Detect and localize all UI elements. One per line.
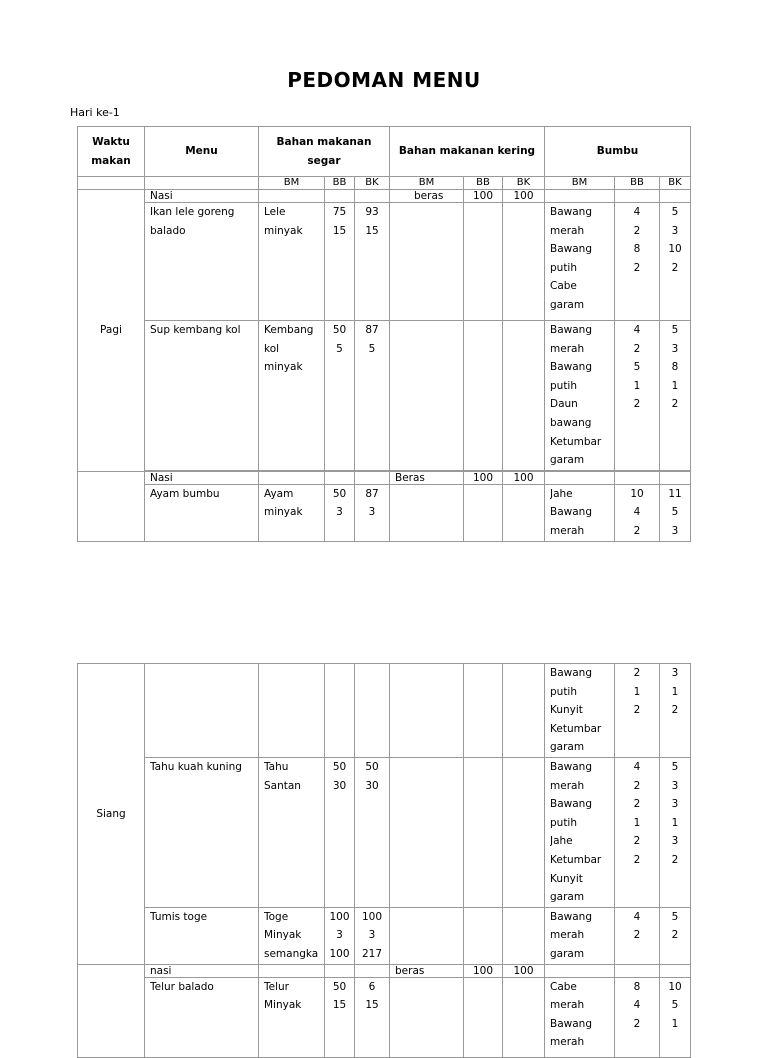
empty-cell <box>503 203 545 321</box>
cell-line: Telur balado <box>150 980 214 993</box>
cell-line: merah <box>550 1036 585 1049</box>
cell-line: 3 <box>368 929 376 942</box>
table-row-ikan <box>78 203 691 321</box>
empty-cell <box>355 664 390 758</box>
cell-line: 1 <box>633 816 641 829</box>
cell-line: 2 <box>671 398 679 411</box>
cell-line: 87 <box>365 324 379 336</box>
bumbu-bb-cell <box>615 907 660 964</box>
sub-segar-bk: BK <box>355 177 390 190</box>
table-row-nasi-siang <box>78 471 691 484</box>
cell-line: 8 <box>633 243 641 256</box>
table-row-telur <box>78 977 691 1057</box>
empty-cell <box>325 190 355 203</box>
cell-line: 2 <box>671 261 679 274</box>
day-label: Hari ke-1 <box>70 106 120 119</box>
cell-line: Ketumbar <box>550 435 602 448</box>
cell-line: Kembang <box>264 324 314 336</box>
sub-bumbu-bb: BB <box>615 177 660 190</box>
cell-line: 1 <box>671 685 679 698</box>
header-waktu-line1: Waktu <box>92 135 130 148</box>
empty-cell <box>355 964 390 977</box>
cell-line: Bawang <box>550 506 592 519</box>
cell-line: 10 <box>668 243 682 256</box>
cell-line: 50 <box>332 980 347 993</box>
cell-line: 5 <box>671 206 679 218</box>
cell-line: 5 <box>671 760 679 773</box>
cell-line: 11 <box>668 487 682 500</box>
cell-line: 5 <box>671 910 679 923</box>
cell-line: 2 <box>671 853 679 866</box>
cell-line: 3 <box>336 929 343 942</box>
cell-line: Cabe <box>550 280 577 293</box>
empty-cell <box>390 757 464 907</box>
cell-line: Lele <box>264 206 286 218</box>
cell-line: 3 <box>671 224 679 237</box>
kering-bk-cell: 100 <box>503 964 545 977</box>
empty-cell <box>390 664 464 758</box>
menu-cell <box>145 907 259 964</box>
empty-cell <box>390 321 464 471</box>
kering-bb-cell: 100 <box>464 964 503 977</box>
cell-line: Bawang <box>550 206 592 218</box>
cell-line: Bawang <box>550 324 592 336</box>
empty-cell <box>464 757 503 907</box>
empty-cell <box>464 664 503 758</box>
cell-line: bawang <box>550 416 592 429</box>
cell-line: 3 <box>671 524 679 537</box>
cell-line: minyak <box>264 506 303 519</box>
empty-cell <box>545 471 615 484</box>
cell-line: merah <box>550 342 585 355</box>
cell-line: 50 <box>332 324 347 336</box>
header-bahan-kering: Bahan makanan kering <box>390 127 545 177</box>
cell-line: 2 <box>633 224 641 237</box>
table-row-sup <box>78 321 691 471</box>
cell-line: 100 <box>361 910 383 923</box>
empty-cell <box>464 907 503 964</box>
segar-bk-cell <box>355 321 390 471</box>
cell-line: 2 <box>633 667 641 679</box>
cell-line: Bawang <box>550 1017 592 1030</box>
cell-line: 5 <box>671 999 679 1012</box>
segar-bb-cell <box>325 977 355 1057</box>
empty-cell <box>259 964 325 977</box>
cell-line: semangka <box>264 947 319 960</box>
segar-bm-cell <box>259 907 325 964</box>
cell-line: Santan <box>264 779 301 792</box>
cell-line: Tahu kuah kuning <box>150 760 242 773</box>
segar-bk-cell <box>355 484 390 541</box>
cell-line: Sup kembang kol <box>150 324 241 336</box>
cell-line: Minyak <box>264 999 302 1012</box>
segar-bm-cell <box>259 321 325 471</box>
waktu-pagi: Pagi <box>78 190 145 472</box>
bumbu-bk-cell <box>660 484 691 541</box>
menu-cell <box>145 977 259 1057</box>
cell-line: 50 <box>365 760 379 773</box>
segar-bk-cell <box>355 203 390 321</box>
cell-line: 3 <box>336 506 343 519</box>
cell-line: minyak <box>264 361 303 374</box>
cell-line: Tahu <box>264 760 289 773</box>
bumbu-bb-cell <box>615 203 660 321</box>
cell-line: 1 <box>671 379 679 392</box>
segar-bb-cell <box>325 907 355 964</box>
bumbu-bb-cell <box>615 757 660 907</box>
cell-line: 1 <box>671 1017 679 1030</box>
cell-line: Ayam bumbu <box>150 487 220 500</box>
cell-line: 5 <box>633 361 641 374</box>
empty-cell <box>503 907 545 964</box>
empty-cell <box>464 321 503 471</box>
sub-segar-bm: BM <box>259 177 325 190</box>
kering-bb-cell: 100 <box>464 190 503 203</box>
cell-line: 4 <box>633 910 641 923</box>
cell-line: 100 <box>329 910 350 923</box>
cell-line: 5 <box>671 506 679 519</box>
sub-kering-bm: BM <box>390 177 464 190</box>
header-waktu-makan <box>78 127 145 177</box>
empty-cell <box>545 964 615 977</box>
cell-line: 4 <box>633 506 641 519</box>
empty-cell <box>390 203 464 321</box>
empty-cell <box>615 471 660 484</box>
empty-cell <box>464 977 503 1057</box>
cell-line: Bawang <box>550 798 592 811</box>
cell-line: merah <box>550 224 585 237</box>
cell-line: 5 <box>336 342 343 355</box>
cell-line: minyak <box>264 224 303 237</box>
cell-line: 3 <box>671 779 679 792</box>
header-segar-line1: Bahan makanan <box>276 135 372 148</box>
cell-line: Bawang <box>550 760 592 773</box>
cell-line: 3 <box>671 835 679 848</box>
menu-cell <box>145 757 259 907</box>
cell-line: 15 <box>365 224 379 237</box>
menu-cell: Nasi <box>145 190 259 203</box>
empty-cell <box>503 757 545 907</box>
segar-bk-cell <box>355 907 390 964</box>
cell-line: Bawang <box>550 667 592 679</box>
cell-line: 1 <box>671 816 679 829</box>
table-row-tahu <box>78 757 691 907</box>
table-row-ayam <box>78 484 691 541</box>
header-row <box>78 127 691 177</box>
empty-cell <box>355 190 390 203</box>
cell-line: 4 <box>633 760 641 773</box>
empty-cell <box>660 190 691 203</box>
cell-line: Bawang <box>550 243 592 256</box>
bumbu-bm-cell <box>545 977 615 1057</box>
cell-line: 15 <box>332 999 347 1012</box>
cell-line: 3 <box>368 506 376 519</box>
empty-cell <box>503 321 545 471</box>
empty-cell <box>615 964 660 977</box>
menu-cell <box>145 321 259 471</box>
cell-line: 5 <box>671 324 679 336</box>
cell-line: 4 <box>633 999 641 1012</box>
cell-line: Tumis toge <box>150 910 208 923</box>
segar-bb-cell <box>325 757 355 907</box>
bumbu-bk-cell <box>660 907 691 964</box>
cell-line: 30 <box>332 779 347 792</box>
cell-line: Ketumbar <box>550 853 602 866</box>
cell-line: 2 <box>633 704 641 717</box>
header-bumbu: Bumbu <box>545 127 691 177</box>
menu-cell: nasi <box>145 964 259 977</box>
cell-line: 50 <box>332 487 347 500</box>
cell-line: 2 <box>633 1017 641 1030</box>
bumbu-bb-cell <box>615 484 660 541</box>
empty-cell <box>259 471 325 484</box>
cell-line: 3 <box>671 667 679 679</box>
cell-line: 8 <box>633 980 641 993</box>
bumbu-bm-cell <box>545 321 615 471</box>
sub-kering-bk: BK <box>503 177 545 190</box>
segar-bk-cell <box>355 757 390 907</box>
cell-line: Ketumbar <box>550 722 602 735</box>
cell-line: 4 <box>633 206 641 218</box>
cell-line: 15 <box>332 224 347 237</box>
cell-line: 10 <box>668 980 682 993</box>
menu-table-page1 <box>77 126 691 542</box>
menu-cell: Nasi <box>145 471 259 484</box>
cell-line: garam <box>550 891 585 904</box>
kering-bm-cell: beras <box>390 190 464 203</box>
cell-line: 2 <box>633 853 641 866</box>
empty-cell <box>325 471 355 484</box>
cell-line: Ayam <box>264 487 294 500</box>
empty-cell <box>660 471 691 484</box>
header-waktu-line2: makan <box>91 154 131 167</box>
empty-cell <box>464 203 503 321</box>
bumbu-bk-cell <box>660 664 691 758</box>
empty-cell <box>615 190 660 203</box>
kering-bk-cell: 100 <box>503 471 545 484</box>
waktu-empty <box>78 964 145 1057</box>
bumbu-bk-cell <box>660 321 691 471</box>
cell-line: 6 <box>368 980 376 993</box>
cell-line: 2 <box>633 261 641 274</box>
bumbu-bk-cell <box>660 203 691 321</box>
empty-cell <box>145 664 259 758</box>
segar-bm-cell <box>259 203 325 321</box>
cell-line: 2 <box>671 929 679 942</box>
cell-line: 3 <box>671 798 679 811</box>
cell-line: 1 <box>633 685 641 698</box>
cell-line: 217 <box>361 947 383 960</box>
empty-cell <box>503 977 545 1057</box>
kering-bm-cell: Beras <box>390 471 464 484</box>
cell-line: putih <box>550 685 578 698</box>
cell-line: 2 <box>633 524 641 537</box>
cell-line: 2 <box>633 398 641 411</box>
cell-line: 15 <box>365 999 379 1012</box>
waktu-empty <box>78 471 145 541</box>
menu-table-page2 <box>77 663 691 1058</box>
subheader-row <box>78 177 691 190</box>
bumbu-bm-cell <box>545 757 615 907</box>
segar-bk-cell <box>355 977 390 1057</box>
cell-line: putih <box>550 816 578 829</box>
table-row-toge <box>78 907 691 964</box>
cell-line: Daun <box>550 398 578 411</box>
sub-empty-menu <box>145 177 259 190</box>
cell-line: merah <box>550 779 585 792</box>
kering-bb-cell: 100 <box>464 471 503 484</box>
cell-line: 2 <box>633 835 641 848</box>
empty-cell <box>259 190 325 203</box>
empty-cell <box>259 664 325 758</box>
bumbu-bb-cell <box>615 977 660 1057</box>
cell-line: merah <box>550 929 585 942</box>
bumbu-bk-cell <box>660 757 691 907</box>
sub-kering-bb: BB <box>464 177 503 190</box>
segar-bb-cell <box>325 321 355 471</box>
cell-line: Cabe <box>550 980 577 993</box>
waktu-siang: Siang <box>78 664 145 965</box>
cell-line: 100 <box>329 947 350 960</box>
cell-line: 2 <box>633 779 641 792</box>
kering-bk-cell: 100 <box>503 190 545 203</box>
cell-line: garam <box>550 454 585 467</box>
cell-line: 87 <box>365 487 379 500</box>
menu-cell <box>145 484 259 541</box>
sub-bumbu-bk: BK <box>660 177 691 190</box>
empty-cell <box>325 964 355 977</box>
bumbu-bb-cell <box>615 664 660 758</box>
cell-line: Bawang <box>550 910 592 923</box>
table-row-nasi-malam <box>78 964 691 977</box>
empty-cell <box>503 484 545 541</box>
cell-line: 2 <box>633 342 641 355</box>
table-row-nasi-pagi <box>78 190 691 203</box>
bumbu-bm-cell <box>545 664 615 758</box>
empty-cell <box>390 907 464 964</box>
page-title: PEDOMAN MENU <box>287 68 481 92</box>
menu-cell <box>145 203 259 321</box>
cell-line: Telur <box>264 980 289 993</box>
bumbu-bm-cell <box>545 484 615 541</box>
bumbu-bm-cell <box>545 203 615 321</box>
cell-line: kol <box>264 342 280 355</box>
empty-cell <box>660 964 691 977</box>
cell-line: Toge <box>264 910 289 923</box>
cell-line: 1 <box>633 379 641 392</box>
empty-cell <box>325 664 355 758</box>
header-menu: Menu <box>145 127 259 177</box>
empty-cell <box>355 471 390 484</box>
empty-cell <box>545 190 615 203</box>
empty-cell <box>390 977 464 1057</box>
cell-line: putih <box>550 261 578 274</box>
cell-line: Ikan lele goreng <box>150 206 235 218</box>
cell-line: 8 <box>671 361 679 374</box>
bumbu-bm-cell <box>545 907 615 964</box>
cell-line: 93 <box>365 206 379 218</box>
sub-segar-bb: BB <box>325 177 355 190</box>
cell-line: Kunyit <box>550 704 583 717</box>
cell-line: 50 <box>332 760 347 773</box>
bumbu-bk-cell <box>660 977 691 1057</box>
cell-line: garam <box>550 947 585 960</box>
cell-line: merah <box>550 524 585 537</box>
cell-line: garam <box>550 298 585 311</box>
segar-bb-cell <box>325 203 355 321</box>
cell-line: Kunyit <box>550 872 583 885</box>
empty-cell <box>503 664 545 758</box>
empty-cell <box>464 484 503 541</box>
empty-cell <box>390 484 464 541</box>
cell-line: Minyak <box>264 929 302 942</box>
cell-line: 30 <box>365 779 379 792</box>
segar-bm-cell <box>259 757 325 907</box>
cell-line: 75 <box>332 206 347 218</box>
sub-empty-waktu <box>78 177 145 190</box>
kering-bm-cell: beras <box>390 964 464 977</box>
cell-line: merah <box>550 999 585 1012</box>
segar-bm-cell <box>259 977 325 1057</box>
cell-line: balado <box>150 224 186 237</box>
segar-bm-cell <box>259 484 325 541</box>
cell-line: 2 <box>671 704 679 717</box>
cell-line: 5 <box>368 342 376 355</box>
cell-line: 2 <box>633 798 641 811</box>
cell-line: garam <box>550 741 585 754</box>
bumbu-bb-cell <box>615 321 660 471</box>
cell-line: Bawang <box>550 361 592 374</box>
header-bahan-segar <box>259 127 390 177</box>
cell-line: Jahe <box>550 487 573 500</box>
cell-line: 3 <box>671 342 679 355</box>
cell-line: 2 <box>633 929 641 942</box>
cell-line: 4 <box>633 324 641 336</box>
header-segar-line2: segar <box>307 154 341 167</box>
sub-bumbu-bm: BM <box>545 177 615 190</box>
cell-line: Jahe <box>550 835 573 848</box>
table-row-ayam-cont <box>78 664 691 758</box>
cell-line: 10 <box>630 487 644 500</box>
cell-line: putih <box>550 379 578 392</box>
segar-bb-cell <box>325 484 355 541</box>
